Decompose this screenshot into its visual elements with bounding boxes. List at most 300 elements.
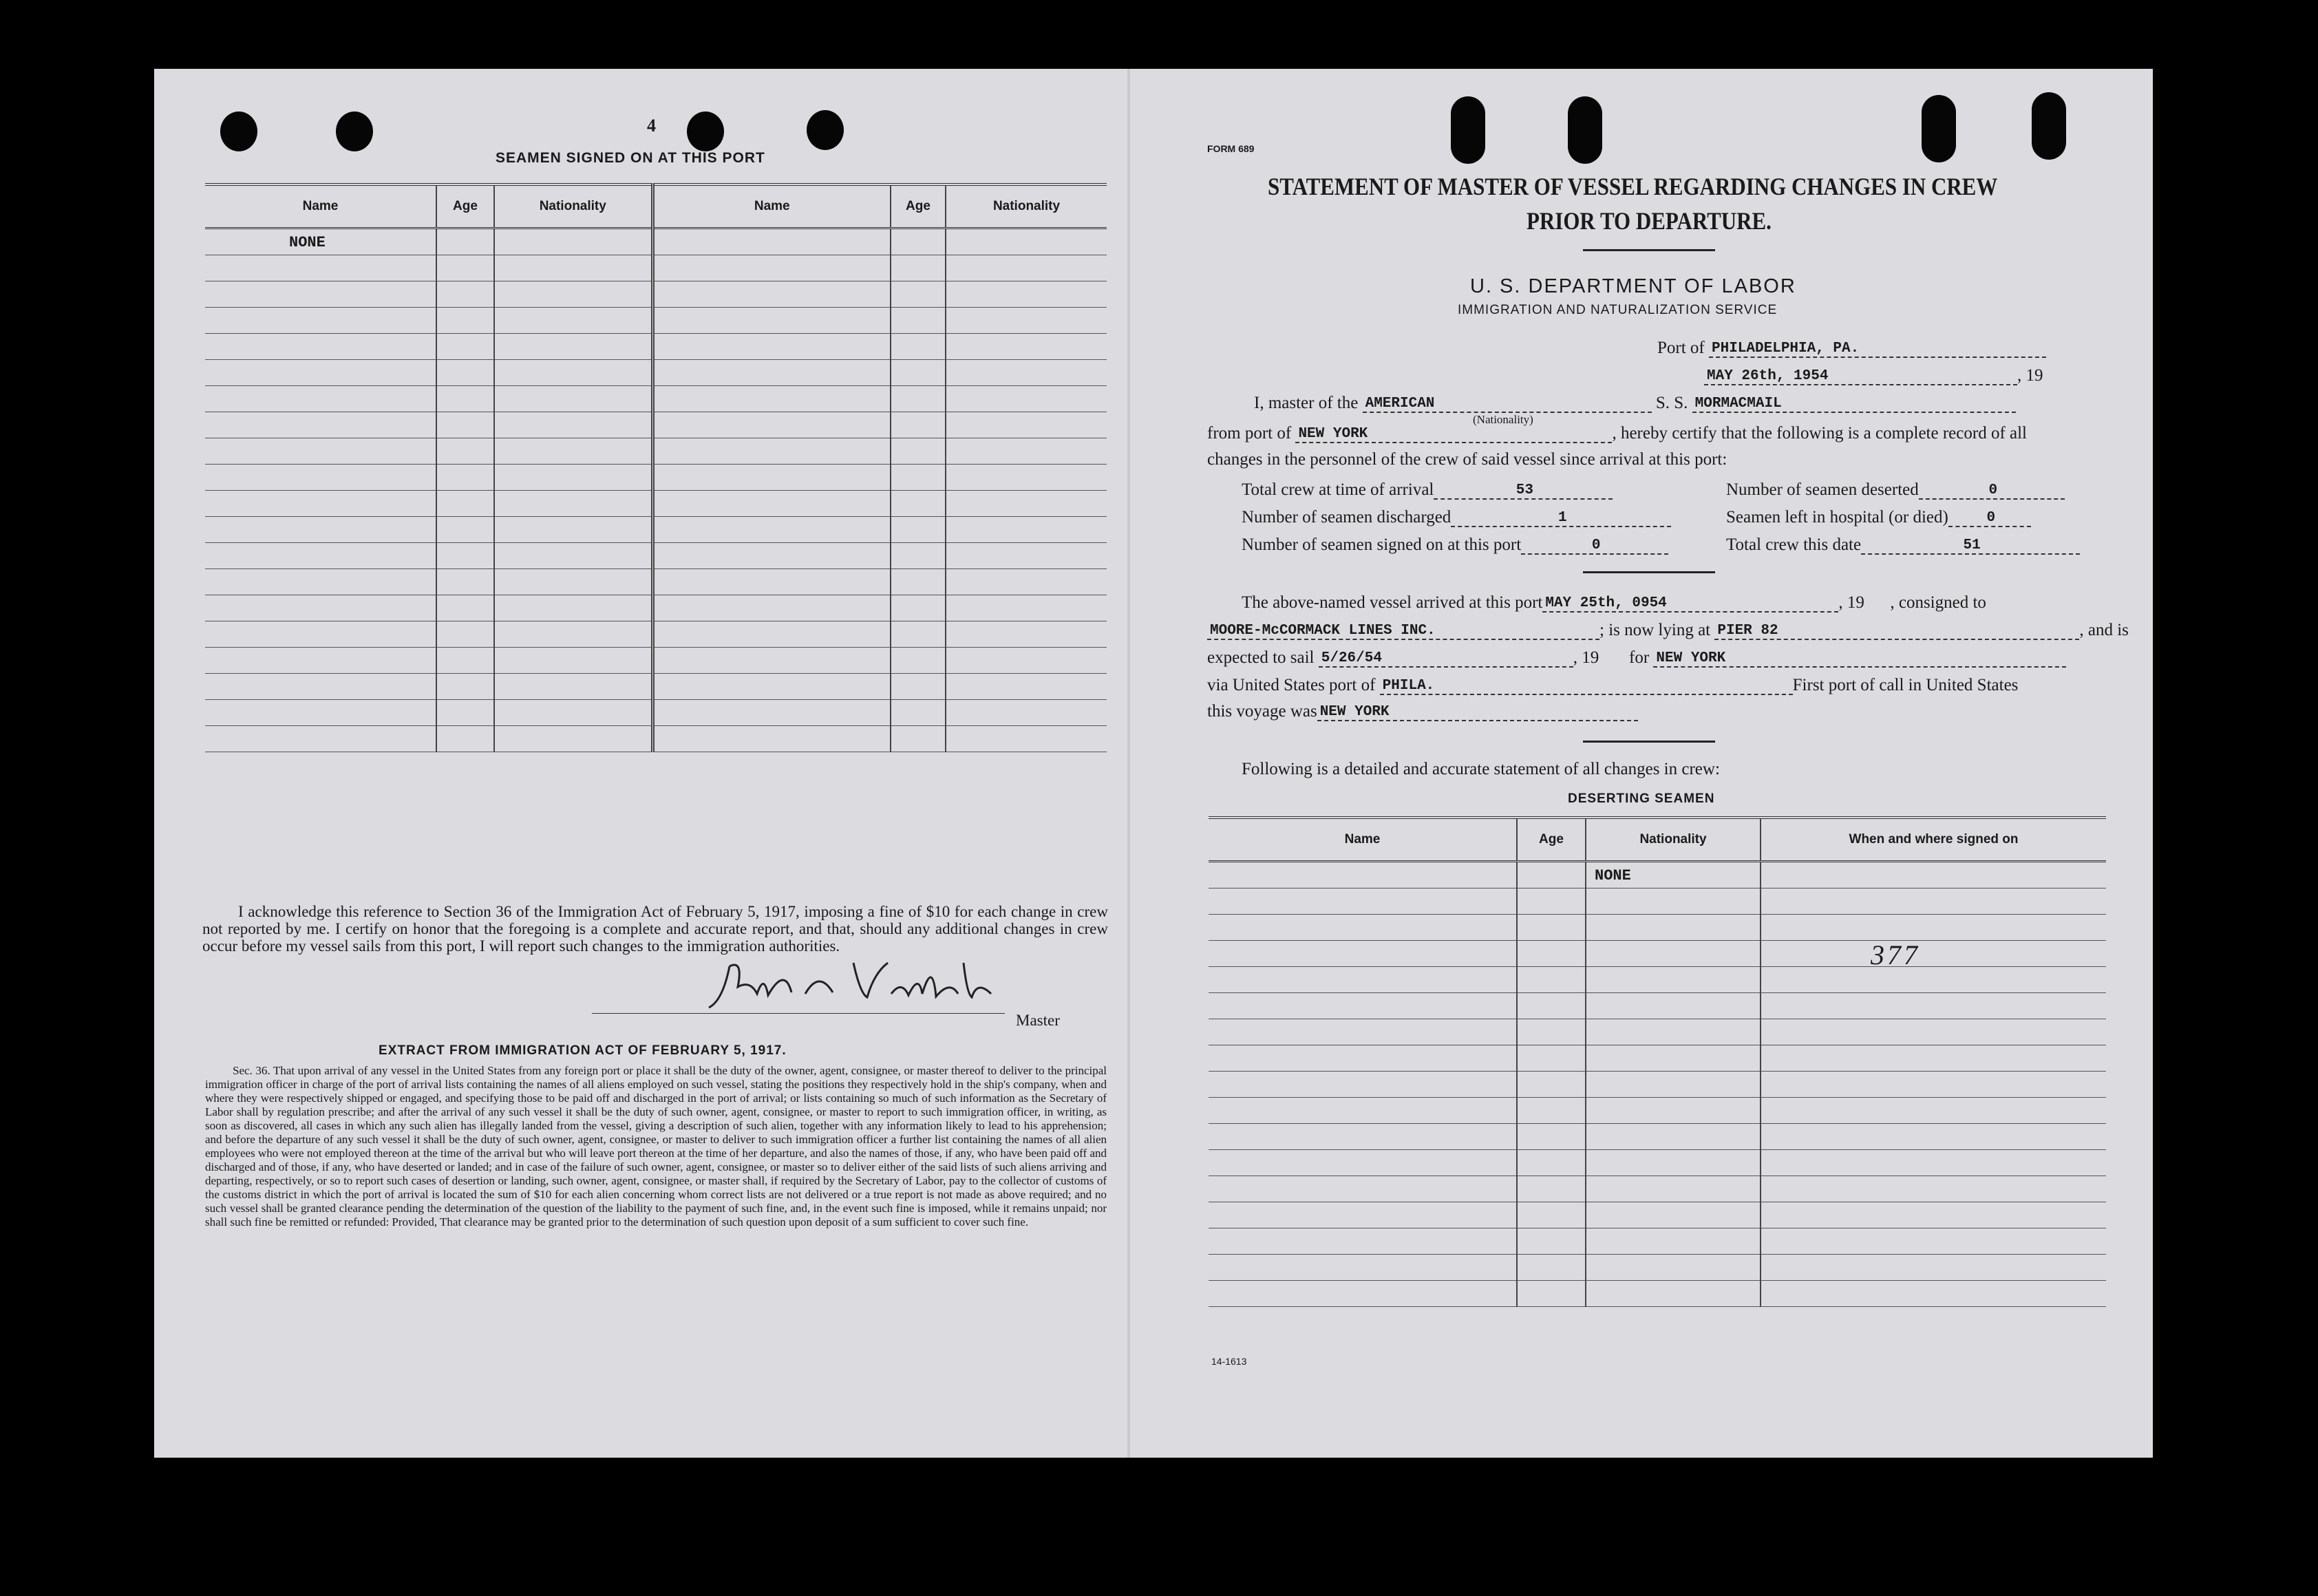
table-cell[interactable]: [1586, 1098, 1761, 1124]
table-cell[interactable]: [652, 726, 891, 752]
signature-line: [592, 1013, 1005, 1014]
table-cell[interactable]: [205, 543, 436, 569]
table-cell[interactable]: [946, 543, 1107, 569]
table-cell[interactable]: [946, 700, 1107, 726]
table-cell[interactable]: [891, 491, 946, 517]
table-cell[interactable]: [494, 412, 652, 438]
table-cell[interactable]: [946, 438, 1107, 465]
table-cell[interactable]: [1209, 967, 1517, 993]
table-cell[interactable]: [1586, 1281, 1761, 1307]
table-cell[interactable]: [494, 386, 652, 412]
total-crew-arrival-label: Total crew at time of arrival: [1242, 480, 1434, 499]
table-cell[interactable]: [1761, 1098, 2106, 1124]
table-cell[interactable]: [494, 491, 652, 517]
table-cell[interactable]: [1209, 1098, 1517, 1124]
table-cell[interactable]: [436, 412, 494, 438]
voyage-line: [1207, 701, 1638, 721]
table-cell[interactable]: [891, 412, 946, 438]
table-cell[interactable]: [205, 674, 436, 700]
table-cell[interactable]: [946, 386, 1107, 412]
table-cell[interactable]: [1517, 1255, 1586, 1281]
table-cell[interactable]: [1761, 941, 2106, 967]
ship-field[interactable]: [1692, 392, 2016, 413]
table-cell[interactable]: [1209, 1176, 1517, 1202]
table-cell[interactable]: [1761, 862, 2106, 889]
table-cell[interactable]: [946, 648, 1107, 674]
table-cell[interactable]: [1761, 1228, 2106, 1255]
table-cell[interactable]: [1761, 1150, 2106, 1176]
table-cell[interactable]: [946, 308, 1107, 334]
column-header: Nationality: [494, 184, 652, 228]
table-row: [1209, 967, 2106, 993]
table-cell[interactable]: [205, 491, 436, 517]
table-cell[interactable]: [1517, 1019, 1586, 1045]
seamen-signed-on-table: [205, 183, 1107, 752]
table-cell[interactable]: [436, 595, 494, 621]
table-cell[interactable]: [205, 255, 436, 281]
table-cell[interactable]: [1517, 1124, 1586, 1150]
table-cell[interactable]: [1517, 915, 1586, 941]
table-cell[interactable]: [494, 621, 652, 648]
ss-label: S. S.: [1655, 394, 1688, 412]
table-cell[interactable]: [436, 334, 494, 360]
consignee-value: MOORE-McCORMACK LINES INC.: [1210, 623, 1436, 639]
table-cell[interactable]: [436, 700, 494, 726]
deserting-title: DESERTING SEAMEN: [1568, 791, 1715, 806]
table-cell[interactable]: [1586, 862, 1761, 889]
from-port-field[interactable]: [1295, 423, 1612, 443]
table-cell[interactable]: [436, 726, 494, 752]
table-cell[interactable]: [494, 700, 652, 726]
table-cell[interactable]: [946, 334, 1107, 360]
table-cell[interactable]: [891, 334, 946, 360]
table-cell[interactable]: [1761, 1281, 2106, 1307]
table-cell[interactable]: [1761, 1045, 2106, 1072]
table-row: [205, 308, 1107, 334]
voyage-field[interactable]: [1317, 701, 1638, 721]
table-cell[interactable]: [1761, 1176, 2106, 1202]
table-cell[interactable]: [1517, 1228, 1586, 1255]
form-number: FORM 689: [1207, 143, 1255, 154]
table-cell[interactable]: [1517, 993, 1586, 1019]
table-cell[interactable]: [436, 308, 494, 334]
table-row: [205, 334, 1107, 360]
discharged-label: Number of seamen discharged: [1242, 508, 1452, 526]
table-cell[interactable]: [205, 465, 436, 491]
table-cell[interactable]: [1209, 1255, 1517, 1281]
table-cell[interactable]: [1209, 941, 1517, 967]
deserted-field[interactable]: [1919, 479, 2065, 500]
table-cell[interactable]: [494, 465, 652, 491]
table-cell[interactable]: [436, 465, 494, 491]
table-cell[interactable]: [652, 228, 891, 255]
table-cell[interactable]: [946, 517, 1107, 543]
signed-on-field[interactable]: [1521, 534, 1668, 555]
table-cell[interactable]: [946, 281, 1107, 308]
table-cell[interactable]: [652, 438, 891, 465]
table-cell[interactable]: [946, 360, 1107, 386]
table-cell[interactable]: [1586, 1045, 1761, 1072]
table-cell[interactable]: [1761, 889, 2106, 915]
column-header: Age: [891, 184, 946, 228]
table-cell[interactable]: [436, 569, 494, 595]
table-cell[interactable]: [1586, 1176, 1761, 1202]
table-cell[interactable]: [1586, 1150, 1761, 1176]
table-cell[interactable]: [891, 595, 946, 621]
signed-on-label: Number of seamen signed on at this port: [1242, 535, 1522, 554]
table-cell[interactable]: [205, 334, 436, 360]
table-cell[interactable]: [1517, 1098, 1586, 1124]
table-cell[interactable]: [891, 700, 946, 726]
arrived-line: [1242, 592, 1986, 613]
table-cell[interactable]: [1761, 1072, 2106, 1098]
column-header: When and where signed on: [1761, 818, 2106, 862]
table-row: [205, 595, 1107, 621]
table-cell[interactable]: [946, 491, 1107, 517]
table-cell[interactable]: [652, 334, 891, 360]
table-cell[interactable]: [1761, 1124, 2106, 1150]
voyage-rule: [1583, 741, 1715, 743]
table-row: [205, 491, 1107, 517]
table-cell[interactable]: [652, 517, 891, 543]
table-cell[interactable]: [1517, 889, 1586, 915]
table-cell[interactable]: [891, 386, 946, 412]
table-row: [1209, 1176, 2106, 1202]
nationality-field[interactable]: [1363, 392, 1652, 413]
table-row: [205, 465, 1107, 491]
table-cell[interactable]: [1517, 1072, 1586, 1098]
table-cell[interactable]: [1586, 1255, 1761, 1281]
table-cell[interactable]: [1209, 1228, 1517, 1255]
table-cell[interactable]: [205, 569, 436, 595]
table-row: [205, 621, 1107, 648]
table-cell[interactable]: [1586, 1202, 1761, 1228]
table-cell[interactable]: [891, 308, 946, 334]
voyage-label: this voyage was: [1207, 702, 1317, 721]
from-port-label: from port of: [1207, 424, 1292, 443]
table-cell[interactable]: [891, 517, 946, 543]
total-crew-arrival-line: [1242, 479, 1613, 500]
hospital-field[interactable]: [1948, 507, 2031, 527]
table-cell[interactable]: [1517, 941, 1586, 967]
expected-value: 5/26/54: [1321, 650, 1382, 666]
via-line: [1207, 674, 2018, 695]
table-cell[interactable]: [652, 491, 891, 517]
table-cell[interactable]: [436, 674, 494, 700]
table-cell[interactable]: [494, 648, 652, 674]
expected-field[interactable]: [1319, 647, 1573, 668]
via-label: via United States port of: [1207, 676, 1376, 694]
table-cell[interactable]: [946, 569, 1107, 595]
table-cell[interactable]: [494, 726, 652, 752]
lying-field[interactable]: [1714, 619, 2079, 640]
table-cell[interactable]: [205, 308, 436, 334]
table-row: [205, 569, 1107, 595]
table-row: [1209, 862, 2106, 889]
table-cell[interactable]: [205, 281, 436, 308]
table-cell[interactable]: [494, 334, 652, 360]
table-cell[interactable]: [891, 228, 946, 255]
table-cell[interactable]: [205, 700, 436, 726]
table-cell[interactable]: [1586, 941, 1761, 967]
table-cell[interactable]: [494, 595, 652, 621]
table-row: [205, 360, 1107, 386]
table-cell[interactable]: [946, 228, 1107, 255]
port-label: Port of: [1657, 339, 1705, 357]
table-cell[interactable]: [1586, 1072, 1761, 1098]
form-title-line2: PRIOR TO DEPARTURE.: [1527, 207, 1772, 235]
port-field[interactable]: [1709, 337, 2046, 358]
table-cell[interactable]: [1761, 915, 2106, 941]
table-cell[interactable]: [1761, 993, 2106, 1019]
table-cell[interactable]: [494, 255, 652, 281]
total-crew-date-line: [1726, 534, 2080, 555]
table-cell[interactable]: [436, 543, 494, 569]
table-cell[interactable]: [436, 438, 494, 465]
table-cell[interactable]: [891, 648, 946, 674]
table-cell[interactable]: [1586, 1228, 1761, 1255]
punch-hole: [2032, 92, 2066, 160]
table-cell[interactable]: [652, 648, 891, 674]
table-cell[interactable]: [891, 281, 946, 308]
table-row: [1209, 1098, 2106, 1124]
total-crew-arrival-field[interactable]: [1434, 479, 1613, 500]
table-cell[interactable]: [946, 621, 1107, 648]
punch-hole: [336, 111, 373, 151]
consignee-line: [1207, 619, 2129, 640]
table-cell[interactable]: [1761, 967, 2106, 993]
discharged-field[interactable]: [1451, 507, 1671, 527]
table-cell[interactable]: [436, 228, 494, 255]
table-cell[interactable]: [494, 569, 652, 595]
footer-code: 14-1613: [1211, 1356, 1247, 1367]
total-crew-date-field[interactable]: [1861, 534, 2080, 555]
column-header: Name: [1209, 818, 1517, 862]
table-cell[interactable]: [891, 465, 946, 491]
table-cell[interactable]: [652, 674, 891, 700]
total-crew-date-value: 51: [1963, 538, 1981, 553]
for-value: NEW YORK: [1656, 650, 1726, 666]
certify-text: , hereby certify that the following is a complete record of all: [1612, 424, 2028, 443]
table-cell[interactable]: [1761, 1019, 2106, 1045]
table-cell[interactable]: [494, 543, 652, 569]
table-cell[interactable]: [652, 465, 891, 491]
table-row: [205, 543, 1107, 569]
table-cell[interactable]: [1586, 889, 1761, 915]
for-field[interactable]: [1653, 647, 2066, 668]
title-rule: [1583, 249, 1715, 251]
table-cell[interactable]: [946, 465, 1107, 491]
table-row: [1209, 993, 2106, 1019]
table-cell[interactable]: [891, 438, 946, 465]
table-row: [205, 700, 1107, 726]
table-cell[interactable]: [891, 726, 946, 752]
table-cell[interactable]: [1209, 1019, 1517, 1045]
table-cell[interactable]: [652, 569, 891, 595]
from-port-value: NEW YORK: [1298, 426, 1368, 442]
page-number: 4: [647, 116, 656, 136]
table-cell[interactable]: [494, 360, 652, 386]
punch-hole: [1451, 96, 1485, 164]
page-fold: [1127, 69, 1130, 1458]
column-header: Nationality: [946, 184, 1107, 228]
signed-on-line: [1242, 534, 1668, 555]
expected-line: [1207, 647, 2066, 668]
table-cell[interactable]: [652, 700, 891, 726]
hospital-line: [1726, 507, 2031, 527]
table-cell[interactable]: [205, 360, 436, 386]
table-cell[interactable]: [205, 228, 436, 255]
punch-hole: [807, 110, 844, 150]
table-cell[interactable]: [1209, 1150, 1517, 1176]
form-title-line1: STATEMENT OF MASTER OF VESSEL REGARDING CHANGES IN CREW: [1268, 173, 1998, 200]
table-cell[interactable]: [652, 386, 891, 412]
signature-label: Master: [1016, 1012, 1060, 1029]
table-cell[interactable]: [1517, 1176, 1586, 1202]
table-cell[interactable]: [652, 621, 891, 648]
table-cell[interactable]: [205, 595, 436, 621]
table-cell[interactable]: [891, 674, 946, 700]
date-field[interactable]: [1704, 365, 2017, 385]
punch-hole: [687, 111, 724, 151]
table-cell[interactable]: [494, 308, 652, 334]
table-row: [1209, 941, 2106, 967]
table-cell[interactable]: [1209, 889, 1517, 915]
table-cell[interactable]: [1586, 915, 1761, 941]
table-cell[interactable]: [1517, 1202, 1586, 1228]
table-row: [1209, 1281, 2106, 1307]
table-cell[interactable]: [436, 491, 494, 517]
via-field[interactable]: [1380, 674, 1793, 695]
date-line: [1704, 365, 2043, 385]
table-cell[interactable]: [205, 412, 436, 438]
port-value: PHILADELPHIA, PA.: [1712, 341, 1860, 357]
table-cell[interactable]: [436, 386, 494, 412]
table-cell[interactable]: [494, 228, 652, 255]
table-cell[interactable]: [652, 595, 891, 621]
table-cell[interactable]: [946, 726, 1107, 752]
table-cell[interactable]: [652, 308, 891, 334]
signed-on-value: 0: [1591, 538, 1601, 553]
for-label: , 19 for: [1573, 648, 1650, 667]
table-cell[interactable]: [652, 255, 891, 281]
deserted-line: [1726, 479, 2065, 500]
lying-value: PIER 82: [1717, 623, 1778, 639]
table-cell[interactable]: [1517, 1281, 1586, 1307]
table-cell[interactable]: [494, 517, 652, 543]
nationality-caption: (Nationality): [1473, 413, 1533, 426]
table-cell[interactable]: [205, 438, 436, 465]
table-row: [205, 674, 1107, 700]
table-cell[interactable]: [946, 255, 1107, 281]
table-cell[interactable]: [1209, 915, 1517, 941]
table-cell[interactable]: [1517, 862, 1586, 889]
table-row: [205, 255, 1107, 281]
table-cell[interactable]: [436, 648, 494, 674]
deserted-value: 0: [1988, 482, 1998, 498]
table-cell[interactable]: [494, 438, 652, 465]
table-cell[interactable]: [946, 674, 1107, 700]
consignee-field[interactable]: [1207, 619, 1599, 640]
table-cell[interactable]: [652, 281, 891, 308]
following-text: Following is a detailed and accurate statement of all changes in crew:: [1242, 760, 1720, 778]
table-cell[interactable]: [891, 621, 946, 648]
handwritten-number: 377: [1871, 939, 1920, 970]
table-cell[interactable]: [891, 569, 946, 595]
table-cell[interactable]: [436, 621, 494, 648]
table-cell[interactable]: [205, 386, 436, 412]
table-cell[interactable]: [1586, 993, 1761, 1019]
table-cell[interactable]: [436, 281, 494, 308]
table-cell[interactable]: [436, 517, 494, 543]
table-cell[interactable]: [1209, 1124, 1517, 1150]
consigned-label: , 19 , consigned to: [1838, 593, 1986, 612]
table-cell[interactable]: [1209, 993, 1517, 1019]
table-cell[interactable]: [1517, 967, 1586, 993]
table-cell[interactable]: [946, 595, 1107, 621]
table-cell[interactable]: [652, 412, 891, 438]
table-cell[interactable]: [1586, 1124, 1761, 1150]
extract-title: EXTRACT FROM IMMIGRATION ACT OF FEBRUARY 5, 1917.: [379, 1043, 787, 1058]
table-cell[interactable]: [205, 648, 436, 674]
table-cell[interactable]: [1209, 1072, 1517, 1098]
table-cell[interactable]: [436, 255, 494, 281]
table-cell[interactable]: [205, 726, 436, 752]
table-cell[interactable]: [1209, 1202, 1517, 1228]
table-cell[interactable]: [205, 517, 436, 543]
table-row: [1209, 1228, 2106, 1255]
ship-value: MORMACMAIL: [1694, 396, 1782, 412]
table-row: [1209, 1124, 2106, 1150]
table-cell[interactable]: [891, 360, 946, 386]
table-row: [205, 386, 1107, 412]
punch-hole: [1922, 95, 1956, 162]
table-cell[interactable]: [652, 360, 891, 386]
arrived-field[interactable]: [1542, 592, 1838, 613]
date-value: MAY 26th, 1954: [1707, 368, 1829, 384]
table-cell[interactable]: [1517, 1045, 1586, 1072]
table-cell[interactable]: [946, 412, 1107, 438]
lying-label: ; is now lying at: [1599, 621, 1711, 639]
table-cell[interactable]: [1209, 862, 1517, 889]
arrived-label: The above-named vessel arrived at this port: [1242, 593, 1543, 612]
table-cell[interactable]: [1209, 1281, 1517, 1307]
table-cell[interactable]: [1761, 1202, 2106, 1228]
table-cell[interactable]: [1586, 1019, 1761, 1045]
table-row: [1209, 1072, 2106, 1098]
table-cell[interactable]: [891, 543, 946, 569]
table-row: [205, 648, 1107, 674]
table-cell[interactable]: [494, 281, 652, 308]
punch-hole: [1568, 96, 1602, 164]
column-header: Nationality: [1586, 818, 1761, 862]
column-header: Age: [436, 184, 494, 228]
table-cell[interactable]: [1586, 967, 1761, 993]
table-row: [1209, 1150, 2106, 1176]
table-row: [1209, 1019, 2106, 1045]
table-cell[interactable]: [1761, 1255, 2106, 1281]
table-row: [1209, 915, 2106, 941]
table-cell[interactable]: [494, 674, 652, 700]
deserted-label: Number of seamen deserted: [1726, 480, 1919, 499]
table-cell[interactable]: [436, 360, 494, 386]
table-cell[interactable]: [1517, 1150, 1586, 1176]
table-cell[interactable]: [652, 543, 891, 569]
table-cell[interactable]: [1209, 1045, 1517, 1072]
table-cell[interactable]: [891, 255, 946, 281]
table-cell[interactable]: [205, 621, 436, 648]
discharged-value: 1: [1557, 510, 1567, 526]
